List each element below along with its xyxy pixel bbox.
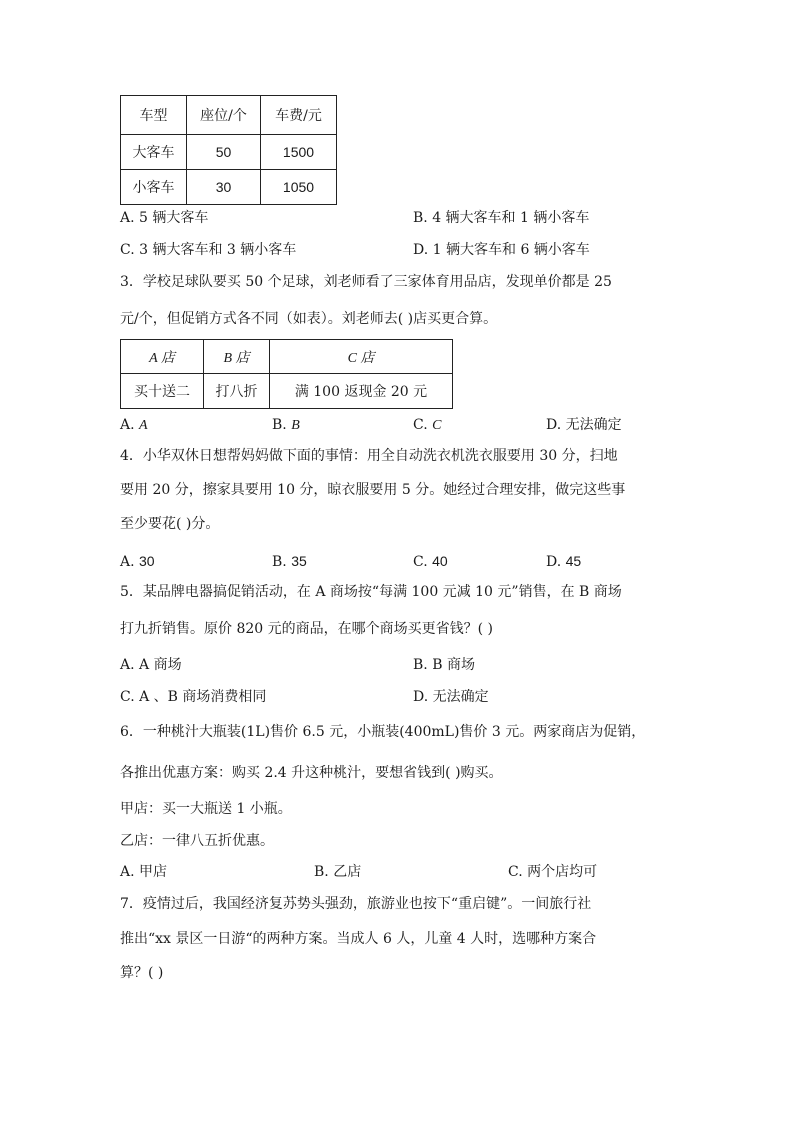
table-cell: 大客车 bbox=[121, 135, 187, 170]
option-d: D. 无法确定 bbox=[546, 417, 622, 433]
question-7-line: 算？( ) bbox=[120, 965, 164, 981]
store-table bbox=[120, 339, 453, 409]
table-header: B 店 bbox=[204, 340, 270, 374]
option-a: A. A 商场 bbox=[120, 657, 182, 673]
question-4-line: 要用 20 分，擦家具要用 10 分，晾衣服要用 5 分。她经过合理安排，做完这些事 bbox=[120, 482, 626, 498]
question-6-line: 甲店：买一大瓶送 1 小瓶。 bbox=[120, 801, 292, 817]
table-header: C 店 bbox=[270, 340, 453, 374]
option-b: B. B 商场 bbox=[413, 657, 475, 673]
table-header: 座位/个 bbox=[187, 96, 261, 135]
table-cell: 1500 bbox=[261, 135, 337, 170]
table-cell: 小客车 bbox=[121, 170, 187, 205]
table-header: A 店 bbox=[121, 340, 204, 374]
question-3-line: 3．学校足球队要买 50 个足球，刘老师看了三家体育用品店，发现单价都是 25 bbox=[120, 274, 612, 290]
option-c: C. C bbox=[413, 417, 442, 433]
option-b: B. B bbox=[272, 417, 300, 433]
option-d: D. 1 辆大客车和 6 辆小客车 bbox=[413, 242, 590, 258]
table-header: 车型 bbox=[121, 96, 187, 135]
question-6-line: 乙店：一律八五折优惠。 bbox=[120, 833, 274, 849]
table-cell: 50 bbox=[187, 135, 261, 170]
option-d: D. 无法确定 bbox=[413, 689, 489, 705]
question-3-line: 元/个，但促销方式各不同（如表）。刘老师去( )店买更合算。 bbox=[120, 311, 498, 327]
table-cell: 满 100 返现金 20 元 bbox=[270, 374, 453, 409]
question-7-line: 推出“xx 景区一日游“的两种方案。当成人 6 人，儿童 4 人时，选哪种方案合 bbox=[120, 931, 597, 947]
question-5-line: 5．某品牌电器搞促销活动，在 A 商场按“每满 100 元减 10 元”销售，在 B 商场 bbox=[120, 584, 622, 600]
option-b: B. 乙店 bbox=[314, 864, 362, 880]
question-4-line: 4．小华双休日想帮妈妈做下面的事情：用全自动洗衣机洗衣服要用 30 分，扫地 bbox=[120, 448, 618, 464]
option-c: C. A 、B 商场消费相同 bbox=[120, 689, 267, 705]
option-c: C. 两个店均可 bbox=[508, 864, 598, 880]
option-c: C. 3 辆大客车和 3 辆小客车 bbox=[120, 242, 297, 258]
option-c: C. 40 bbox=[413, 553, 448, 570]
question-5-line: 打九折销售。原价 820 元的商品，在哪个商场买更省钱？( ) bbox=[120, 621, 493, 637]
table-cell: 买十送二 bbox=[121, 374, 204, 409]
option-a: A. 甲店 bbox=[120, 864, 168, 880]
option-d: D. 45 bbox=[546, 553, 582, 570]
table-cell: 1050 bbox=[261, 170, 337, 205]
question-6-line: 各推出优惠方案：购买 2.4 升这种桃汁，要想省钱到( )购买。 bbox=[120, 765, 503, 781]
question-6-line: 6．一种桃汁大瓶装(1L)售价 6.5 元，小瓶装(400mL)售价 3 元。两家商店为促销， bbox=[120, 724, 646, 740]
table-header: 车费/元 bbox=[261, 96, 337, 135]
bus-table bbox=[120, 95, 337, 205]
option-a: A. 30 bbox=[120, 553, 155, 570]
option-b: B. 4 辆大客车和 1 辆小客车 bbox=[413, 210, 590, 226]
option-a: A. 5 辆大客车 bbox=[120, 210, 209, 226]
question-7-line: 7．疫情过后，我国经济复苏势头强劲，旅游业也按下“重启键”。一间旅行社 bbox=[120, 896, 592, 912]
question-4-line: 至少要花( )分。 bbox=[120, 516, 220, 532]
table-cell: 打八折 bbox=[204, 374, 270, 409]
table-cell: 30 bbox=[187, 170, 261, 205]
option-b: B. 35 bbox=[272, 553, 307, 570]
option-a: A. A bbox=[120, 417, 148, 433]
